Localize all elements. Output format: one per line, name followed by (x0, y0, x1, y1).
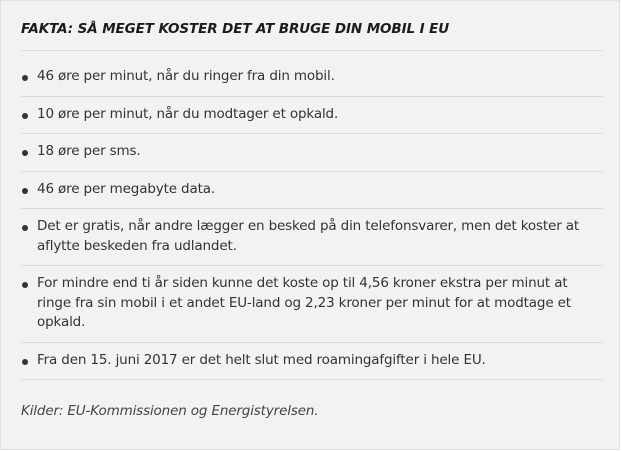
bullet-icon (22, 113, 28, 119)
fact-text: Fra den 15. juni 2017 er det helt slut med roamingafgifter i hele EU. (37, 351, 486, 368)
fact-list (21, 59, 603, 380)
fact-text: 18 øre per sms. (37, 143, 141, 159)
bullet-icon (22, 75, 28, 81)
bullet-icon (22, 150, 28, 156)
fact-text: Det er gratis, når andre lægger en besked på din telefonsvarer, men det koster at aflytte beskeden fra udlandet. (37, 218, 580, 254)
fact-list-item (21, 134, 603, 172)
fact-list-item (21, 59, 603, 97)
fact-text: 46 øre per megabyte data. (37, 180, 215, 197)
fact-text: For mindre end ti år siden kunne det koste op til 4,56 kroner ekstra per minut at ringe fra sin mobil i et andet EU-land og 2,23 kroner per minut for at modtage et opkald. (37, 275, 571, 330)
bullet-icon (22, 225, 28, 231)
fact-list-item (21, 172, 603, 210)
fact-list-item (21, 266, 603, 343)
bullet-icon (22, 188, 28, 194)
bullet-icon (22, 359, 28, 365)
fact-list-item (21, 209, 603, 266)
sources-note: Kilder: EU-Kommissionen og Energistyrelsen. (21, 403, 319, 419)
fact-text: 10 øre per minut, når du modtager et opkald. (37, 105, 339, 122)
fact-box-title: FAKTA: SÅ MEGET KOSTER DET AT BRUGE DIN MOBIL I EU (21, 21, 450, 37)
fact-list-item (21, 343, 603, 381)
title-divider (21, 50, 603, 51)
fact-text: 46 øre per minut, når du ringer fra din mobil. (37, 68, 335, 84)
fact-list-item (21, 97, 603, 135)
bullet-icon (22, 282, 28, 288)
